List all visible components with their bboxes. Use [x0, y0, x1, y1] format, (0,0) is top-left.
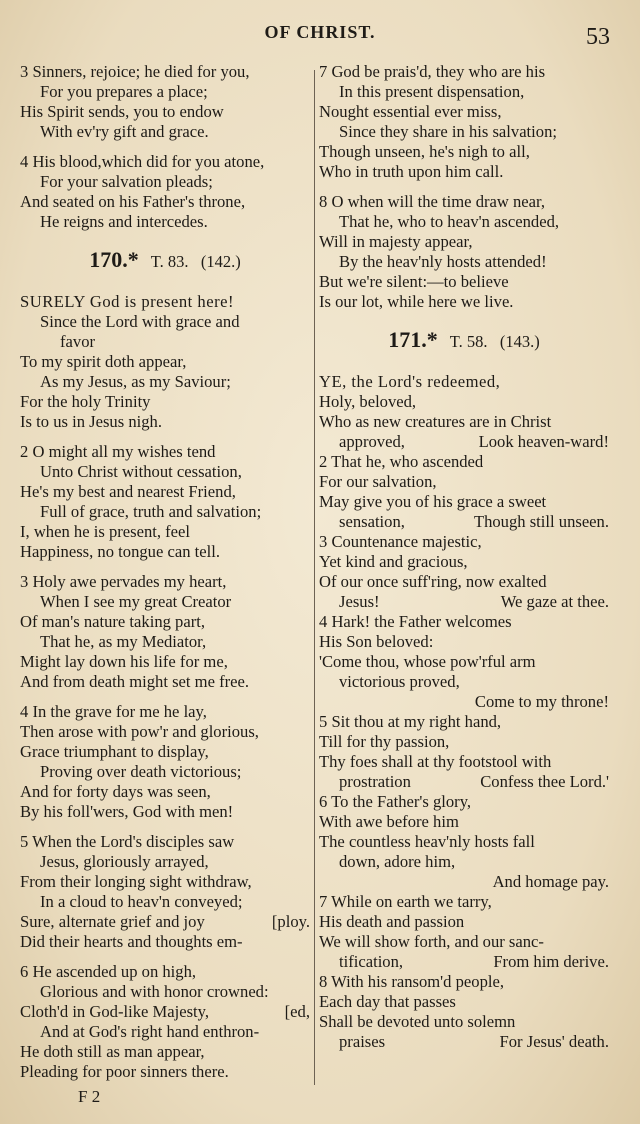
- verse-line: Of our once suff'ring, now exalted: [319, 572, 547, 591]
- verse-line: He doth still as man appear,: [20, 1042, 205, 1061]
- verse-line: [319, 512, 609, 532]
- verse-line: Who as new creatures are in Christ: [319, 412, 552, 431]
- verse: [319, 972, 609, 1052]
- verse-line: Of man's nature taking part,: [20, 612, 206, 631]
- verse-line: 6 He ascended up on high,: [20, 962, 197, 981]
- verse-line: 3 Countenance majestic,: [319, 532, 482, 551]
- verse-line: Come to my throne!: [474, 692, 609, 711]
- verse-line: He's my best and nearest Friend,: [20, 482, 236, 501]
- line-text: sensation,: [339, 512, 405, 531]
- verse: [319, 532, 609, 612]
- verse-line: From their longing sight withdraw,: [20, 872, 252, 891]
- verse-line: down, adore him,: [339, 852, 456, 871]
- verse: [319, 62, 609, 182]
- verse-line: 3 Sinners, rejoice; he died for you,: [20, 62, 250, 81]
- verse-line: And for forty days was seen,: [20, 782, 211, 801]
- verse-line: 2 O might all my wishes tend: [20, 442, 216, 461]
- verse-line: Who in truth upon him call.: [319, 162, 504, 181]
- line-text: prostration: [339, 772, 411, 791]
- verse-line: We will show forth, and our sanc-: [319, 932, 544, 951]
- verse: [20, 962, 310, 1082]
- verse-line: YE, the Lord's redeemed,: [319, 372, 501, 391]
- verse: [319, 372, 609, 452]
- verse: [20, 702, 310, 822]
- verse-line: SURELY God is present here!: [20, 292, 234, 311]
- verse: [20, 442, 310, 562]
- verse-line: 4 Hark! the Father welcomes: [319, 612, 512, 631]
- alt-number: (143.): [499, 332, 540, 351]
- verse-line: [319, 1032, 609, 1052]
- verse-line: Since they share in his salvation;: [339, 122, 557, 141]
- refrain-text: Though still unseen.: [473, 512, 609, 531]
- signature-mark: F 2: [78, 1087, 101, 1106]
- verse-line: With awe before him: [319, 812, 459, 831]
- verse: [20, 152, 310, 232]
- verse: [319, 192, 609, 312]
- verse-line: Did their hearts and thoughts em-: [20, 932, 243, 951]
- verse: [319, 792, 609, 892]
- verse-line: That he, as my Mediator,: [40, 632, 207, 651]
- verse-line: He reigns and intercedes.: [40, 212, 208, 231]
- verse-line: In a cloud to heav'n conveyed;: [40, 892, 243, 911]
- verse-line: 5 Sit thou at my right hand,: [319, 712, 502, 731]
- verse-line: 8 O when will the time draw near,: [319, 192, 546, 211]
- verse-line: With ev'ry gift and grace.: [40, 122, 209, 141]
- running-title: OF CHRIST.: [264, 22, 376, 42]
- verse-line: Is our lot, while here we live.: [319, 292, 514, 311]
- verse-line: To my spirit doth appear,: [20, 352, 187, 371]
- verse-line: And homage pay.: [492, 872, 609, 891]
- verse-line: 6 To the Father's glory,: [319, 792, 472, 811]
- verse-line: Proving over death victorious;: [40, 762, 242, 781]
- column-divider: [314, 70, 315, 1085]
- verse-line: Glorious and with honor crowned:: [40, 982, 269, 1001]
- left-column: [20, 62, 310, 1082]
- verse-line: 4 In the grave for me he lay,: [20, 702, 207, 721]
- verse-line: Pleading for poor sinners there.: [20, 1062, 229, 1081]
- verse-line: For you prepares a place;: [40, 82, 208, 101]
- verse-line: 4 His blood,which did for you atone,: [20, 152, 265, 171]
- hymn-number: 170.*: [89, 247, 139, 272]
- verse-line: Might lay down his life for me,: [20, 652, 228, 671]
- verse: [20, 292, 310, 432]
- verse-line: In this present dispensation,: [339, 82, 525, 101]
- verse: [20, 832, 310, 952]
- tune-number: T. 58.: [449, 332, 488, 351]
- hymn-number: 171.*: [388, 327, 438, 352]
- verse-line: victorious proved,: [339, 672, 460, 691]
- verse-line: Holy, beloved,: [319, 392, 417, 411]
- refrain-text: From him derive.: [493, 952, 609, 971]
- tune-number: T. 83.: [150, 252, 189, 271]
- verse: [20, 62, 310, 142]
- verse-line: Till for thy passion,: [319, 732, 450, 751]
- page-number: 53: [586, 24, 610, 50]
- verse-line: And at God's right hand enthron-: [40, 1022, 260, 1041]
- verse: [319, 452, 609, 532]
- verse-line: [319, 772, 609, 792]
- verse-line: That he, who to heav'n ascended,: [339, 212, 560, 231]
- verse-line: Is to us in Jesus nigh.: [20, 412, 162, 431]
- verse-line: [20, 1002, 310, 1022]
- verse-line: By his foll'wers, God with men!: [20, 802, 234, 821]
- verse-line: The countless heav'nly hosts fall: [319, 832, 535, 851]
- verse-line: Full of grace, truth and salvation;: [40, 502, 262, 521]
- verse-line: favor: [60, 332, 96, 351]
- verse-line: Jesus, gloriously arrayed,: [40, 852, 209, 871]
- line-text: Jesus!: [339, 592, 380, 611]
- verse-line: Shall be devoted unto solemn: [319, 1012, 516, 1031]
- verse-line: Yet kind and gracious,: [319, 552, 468, 571]
- verse: [20, 572, 310, 692]
- verse-line: 3 Holy awe pervades my heart,: [20, 572, 227, 591]
- alt-number: (142.): [200, 252, 241, 271]
- verse-line: By the heav'nly hosts attended!: [339, 252, 547, 271]
- verse-line: And from death might set me free.: [20, 672, 250, 691]
- verse-line: 8 With his ransom'd people,: [319, 972, 504, 991]
- verse-line: 7 While on earth we tarry,: [319, 892, 492, 911]
- verse-line: [319, 592, 609, 612]
- verse-line: [319, 432, 609, 452]
- verse-line: But we're silent:—to believe: [319, 272, 509, 291]
- verse-line: For our salvation,: [319, 472, 437, 491]
- refrain-text: We gaze at thee.: [500, 592, 609, 611]
- verse-line: I, when he is present, feel: [20, 522, 191, 541]
- verse-line: Then arose with pow'r and glorious,: [20, 722, 259, 741]
- verse-line: Will in majesty appear,: [319, 232, 473, 251]
- verse-line: Unto Christ without cessation,: [40, 462, 242, 481]
- verse-line: Since the Lord with grace and: [40, 312, 240, 331]
- verse-line: For the holy Trinity: [20, 392, 151, 411]
- verse-line: Grace triumphant to display,: [20, 742, 209, 761]
- verse-line: [20, 912, 310, 932]
- line-text: Cloth'd in God-like Majesty,: [20, 1002, 210, 1021]
- refrain-text: Confess thee Lord.': [480, 772, 609, 791]
- verse-line: Thy foes shall at thy footstool with: [319, 752, 552, 771]
- verse: [319, 712, 609, 792]
- verse-line: 5 When the Lord's disciples saw: [20, 832, 235, 851]
- verse-line: As my Jesus, as my Saviour;: [40, 372, 231, 391]
- verse-line: May give you of his grace a sweet: [319, 492, 547, 511]
- refrain-text: For Jesus' death.: [499, 1032, 609, 1051]
- verse-line: His death and passion: [319, 912, 465, 931]
- verse-line: 7 God be prais'd, they who are his: [319, 62, 546, 81]
- verse-line: 2 That he, who ascended: [319, 452, 484, 471]
- turnover-text: [ed,: [284, 1002, 310, 1021]
- refrain-text: Look heaven-ward!: [478, 432, 609, 451]
- hymn-heading: [20, 247, 310, 272]
- line-text: approved,: [339, 432, 405, 451]
- verse: [319, 612, 609, 712]
- line-text: Sure, alternate grief and joy: [20, 912, 205, 931]
- right-column: [319, 62, 609, 1052]
- verse-line: [319, 952, 609, 972]
- hymn-heading: [319, 327, 609, 352]
- verse-line: Nought essential ever miss,: [319, 102, 502, 121]
- verse-line: His Son beloved:: [319, 632, 434, 651]
- line-text: tification,: [339, 952, 404, 971]
- verse-line: His Spirit sends, you to endow: [20, 102, 224, 121]
- verse-line: 'Come thou, whose pow'rful arm: [319, 652, 536, 671]
- verse-line: Each day that passes: [319, 992, 456, 1011]
- line-text: praises: [339, 1032, 386, 1051]
- verse: [319, 892, 609, 972]
- verse-line: When I see my great Creator: [40, 592, 232, 611]
- verse-line: And seated on his Father's throne,: [20, 192, 246, 211]
- verse-line: For your salvation pleads;: [40, 172, 213, 191]
- turnover-text: [ploy.: [271, 912, 310, 931]
- verse-line: Happiness, no tongue can tell.: [20, 542, 221, 561]
- verse-line: Though unseen, he's nigh to all,: [319, 142, 530, 161]
